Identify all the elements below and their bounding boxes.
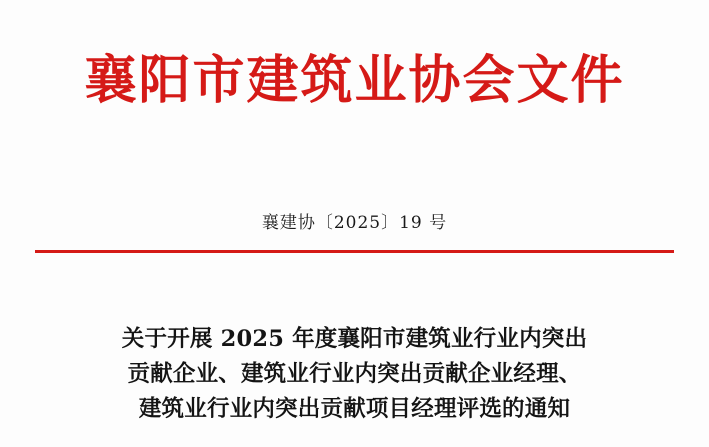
red-divider-rule	[35, 250, 674, 253]
subject-line: 关于开展 2025 年度襄阳市建筑业行业内突出	[121, 326, 588, 352]
document-subject	[62, 322, 647, 427]
document-header-title: 襄阳市建筑业协会文件	[84, 50, 625, 111]
subject-line: 贡献企业、建筑业行业内突出贡献企业经理、	[127, 360, 582, 387]
document-number: 襄建协〔2025〕19 号	[261, 213, 448, 233]
subject-line: 建筑业行业内突出贡献项目经理评选的通知	[138, 395, 571, 422]
